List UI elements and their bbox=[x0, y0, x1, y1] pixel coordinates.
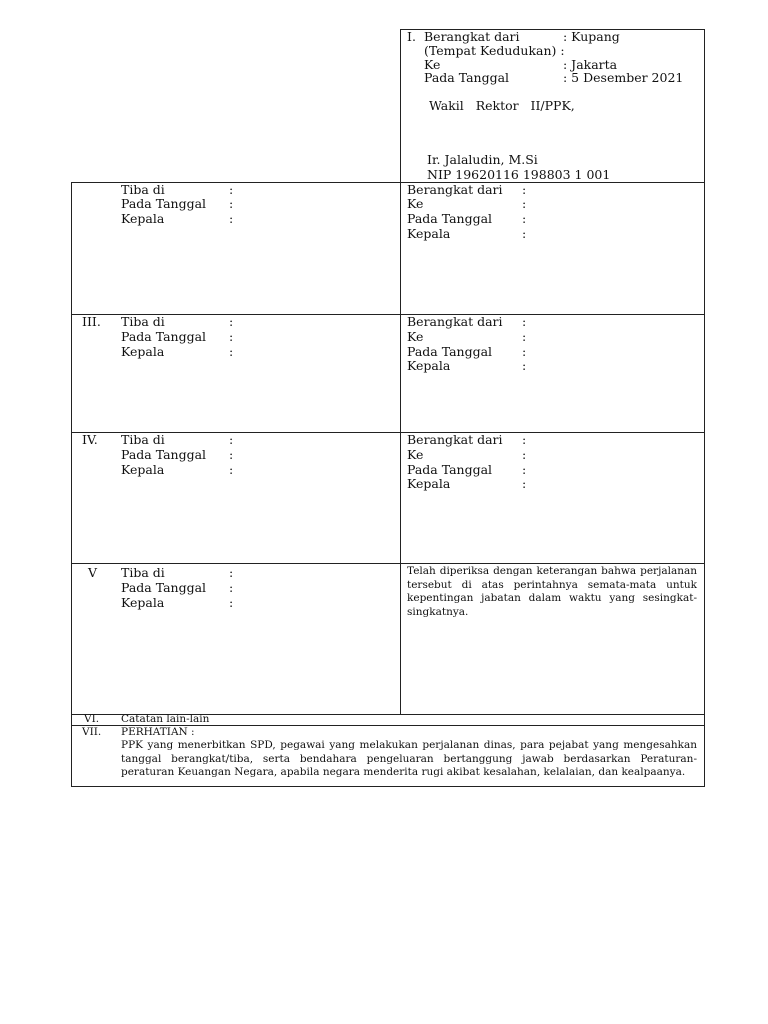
section-i-label-ke: Ke bbox=[424, 57, 441, 72]
row-2-berangkat-label: Berangkat dari bbox=[407, 182, 503, 197]
row-2-tanggal-colon: : bbox=[229, 196, 234, 211]
row-divider bbox=[71, 563, 705, 564]
row-5-tiba-colon: : bbox=[229, 565, 234, 580]
verification-note: Telah diperiksa dengan keterangan bahwa perjalanan tersebut di atas perintahnya semata-mata untuk kepentingan jabatan dalam waktu yang sesingkat-singkatnya. bbox=[407, 565, 697, 618]
row-2-dep-tanggal-label: Pada Tanggal bbox=[407, 211, 493, 226]
row-3-tiba-colon: : bbox=[229, 314, 234, 329]
row-3-berangkat-label: Berangkat dari bbox=[407, 314, 503, 329]
row-2-berangkat-colon: : bbox=[522, 182, 527, 197]
row-2-dep-kepala-colon: : bbox=[522, 226, 527, 241]
signatory-name: Ir. Jalaludin, M.Si bbox=[427, 152, 538, 167]
row-5-tiba-label: Tiba di bbox=[121, 565, 165, 580]
row-3-tiba-label: Tiba di bbox=[121, 314, 165, 329]
row-3-berangkat-colon: : bbox=[522, 314, 527, 329]
row-2-tiba-label: Tiba di bbox=[121, 182, 165, 197]
main-table bbox=[71, 182, 705, 787]
row-3-number: III. bbox=[82, 314, 101, 329]
row-7-number: VII. bbox=[82, 726, 102, 738]
row-3-dep-tanggal-colon: : bbox=[522, 344, 527, 359]
row-4-tiba-label: Tiba di bbox=[121, 432, 165, 447]
row-4-ke-label: Ke bbox=[407, 447, 424, 462]
section-i-label-tanggal: Pada Tanggal bbox=[424, 70, 510, 85]
row-3-ke-label: Ke bbox=[407, 329, 424, 344]
row-4-dep-tanggal-label: Pada Tanggal bbox=[407, 462, 493, 477]
row-divider bbox=[71, 432, 705, 433]
row-3-dep-tanggal-label: Pada Tanggal bbox=[407, 344, 493, 359]
row-4-ke-colon: : bbox=[522, 447, 527, 462]
row-4-berangkat-label: Berangkat dari bbox=[407, 432, 503, 447]
attention-paragraph: PPK yang menerbitkan SPD, pegawai yang melakukan perjalanan dinas, para pejabat yang mengesahkan tanggal berangkat/tiba, serta bendahara pengeluaran bertanggung jawab berdasarkan Peraturan-peraturan Keuangan Negara, apabila negara menderita rugi akibat kesalahan, kelalaian, dan kealpaanya. bbox=[121, 739, 697, 778]
section-i-value-berangkat: : Kupang bbox=[563, 29, 620, 44]
section-i-value-ke: : Jakarta bbox=[563, 57, 618, 72]
row-2-dep-tanggal-colon: : bbox=[522, 211, 527, 226]
row-4-kepala-colon: : bbox=[229, 462, 234, 477]
row-3-dep-kepala-colon: : bbox=[522, 358, 527, 373]
signatory-title: Wakil Rektor II/PPK, bbox=[429, 98, 575, 113]
row-divider bbox=[71, 314, 705, 315]
row-3-ke-colon: : bbox=[522, 329, 527, 344]
section-i-label-berangkat: Berangkat dari bbox=[424, 29, 520, 44]
row-4-kepala-label: Kepala bbox=[121, 462, 165, 477]
row-2-dep-kepala-label: Kepala bbox=[407, 226, 451, 241]
row-5-kepala-colon: : bbox=[229, 595, 234, 610]
row-3-tanggal-label: Pada Tanggal bbox=[121, 329, 207, 344]
row-6-label: Catatan lain-lain bbox=[121, 713, 210, 725]
row-4-dep-tanggal-colon: : bbox=[522, 462, 527, 477]
signatory-nip: NIP 19620116 198803 1 001 bbox=[427, 167, 611, 182]
row-5-kepala-label: Kepala bbox=[121, 595, 165, 610]
row-3-kepala-label: Kepala bbox=[121, 344, 165, 359]
section-i-number: I. bbox=[407, 29, 416, 44]
row-2-tiba-colon: : bbox=[229, 182, 234, 197]
column-divider bbox=[400, 182, 401, 714]
row-4-dep-kepala-label: Kepala bbox=[407, 476, 451, 491]
row-2-ke-colon: : bbox=[522, 196, 527, 211]
row-5-tanggal-label: Pada Tanggal bbox=[121, 580, 207, 595]
row-2-tanggal-label: Pada Tanggal bbox=[121, 196, 207, 211]
row-4-berangkat-colon: : bbox=[522, 432, 527, 447]
row-4-tanggal-colon: : bbox=[229, 447, 234, 462]
row-5-tanggal-colon: : bbox=[229, 580, 234, 595]
row-3-tanggal-colon: : bbox=[229, 329, 234, 344]
row-2-kepala-label: Kepala bbox=[121, 211, 165, 226]
row-4-tiba-colon: : bbox=[229, 432, 234, 447]
row-7-label: PERHATIAN : bbox=[121, 726, 195, 738]
row-4-tanggal-label: Pada Tanggal bbox=[121, 447, 207, 462]
row-3-kepala-colon: : bbox=[229, 344, 234, 359]
row-2-kepala-colon: : bbox=[229, 211, 234, 226]
row-6-number: VI. bbox=[84, 713, 100, 725]
section-i-label-kedudukan: (Tempat Kedudukan) : bbox=[424, 43, 565, 58]
row-4-number: IV. bbox=[82, 432, 98, 447]
row-2-ke-label: Ke bbox=[407, 196, 424, 211]
row-5-number: V bbox=[88, 565, 98, 580]
row-4-dep-kepala-colon: : bbox=[522, 476, 527, 491]
section-i-value-tanggal: : 5 Desember 2021 bbox=[563, 70, 684, 85]
row-3-dep-kepala-label: Kepala bbox=[407, 358, 451, 373]
